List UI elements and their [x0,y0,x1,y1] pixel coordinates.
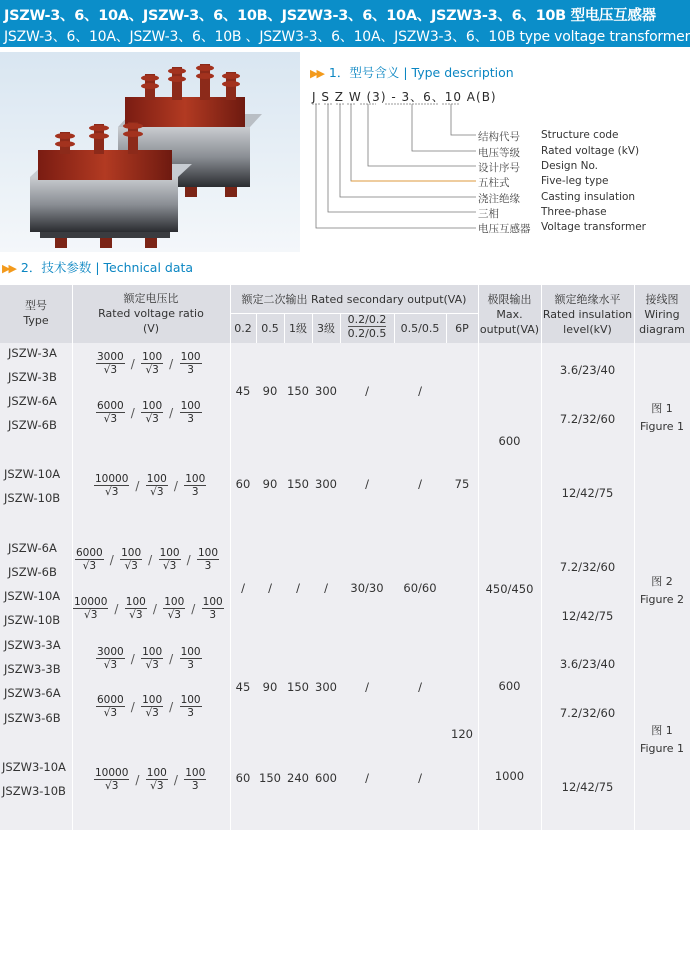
output-cell: / [418,771,422,785]
header-col-1: 1级 [289,322,307,335]
output-cell: / [365,477,369,491]
output-cell: 90 [262,680,278,694]
insulation-cell: 7.2/32/60 [559,412,616,426]
desc-en-3: Five-leg type [541,175,609,187]
title-en: JSZW-3、6、10A、JSZW-3、6、10B 、JSZW3-3、6、10A、JSZW3-3、6、10B type voltage transformer [4,29,690,45]
double-arrow-icon: ▶▶ [310,67,323,80]
output-cell: 150 [287,384,309,398]
header-secondary: 额定二次输出 Rated secondary output(VA) [241,293,467,306]
type-cell: JSZW3-6B [4,711,61,725]
output-cell: 60 [235,771,251,785]
output-cell: 150 [287,680,309,694]
desc-en-1: Rated voltage (kV) [541,145,640,157]
desc-cn-0: 结构代号 [478,131,520,143]
output-cell: 60/60 [403,581,437,595]
ratio-cell: $\frac{3000}{√3}$ / $\frac{100}{√3}$ / $\frac{100}{3}$ [97,351,201,376]
title-cn: JSZW-3、6、10A、JSZW-3、6、10B、JSZW3-3、6、10A、JSZW3-3、6、10B 型电压互感器 [4,8,656,24]
desc-cn-6: 电压互感器 [478,223,531,235]
insulation-cell: 3.6/23/40 [559,363,616,377]
output-cell: / [365,680,369,694]
header-col-0.2-0.2: 0.2/0.2 0.2/0.5 [347,313,387,340]
type-cell: JSZW-6B [8,565,57,579]
desc-en-4: Casting insulation [541,191,636,203]
header-insulation: 额定绝缘水平 Rated insulation level(kV) [542,293,633,336]
section2-title: ▶▶ 2．技术参数 | Technical data [2,260,194,275]
insulation-cell: 3.6/23/40 [559,657,616,671]
insulation-cell: 12/42/75 [561,780,614,794]
type-cell: JSZW-6A [8,394,57,408]
desc-cn-2: 设计序号 [478,162,520,174]
ratio-cell: $\frac{3000}{√3}$ / $\frac{100}{√3}$ / $\frac{100}{3}$ [97,646,201,671]
output-cell: 45 [235,384,251,398]
ratio-cell: $\frac{10000}{√3}$ / $\frac{100}{√3}$ / $\frac{100}{3}$ [95,473,206,498]
wiring-figure-1: 图 1 Figure 1 [639,724,685,755]
desc-en-0: Structure code [541,129,619,141]
header-col-3: 3级 [317,322,335,335]
output-cell: 300 [315,384,337,398]
output-cell: 75 [454,477,470,491]
output-cell: / [241,581,245,595]
max-output-cell: 600 [498,679,521,693]
output-cell: 90 [262,477,278,491]
header-col-6p: 6P [455,322,469,335]
max-output-cell: 450/450 [485,582,534,596]
output-cell: / [418,680,422,694]
desc-en-5: Three-phase [541,206,607,218]
type-cell: JSZW3-10B [2,784,66,798]
output-cell: / [296,581,300,595]
output-cell: / [365,771,369,785]
ratio-cell: $\frac{6000}{√3}$ / $\frac{100}{√3}$ / $\frac{100}{3}$ [97,400,201,425]
desc-en-2: Design No. [541,160,599,172]
ratio-cell: $\frac{10000}{√3}$ / $\frac{100}{√3}$ / $\frac{100}{√3}$ / $\frac{100}{3}$ [74,596,223,621]
type-cell: JSZW-10B [4,613,61,627]
output-cell: 150 [287,477,309,491]
type-cell: JSZW3-3B [4,662,61,676]
section1-title: ▶▶ 1．型号含义 | Type description [310,65,514,80]
output-cell: 300 [315,477,337,491]
type-cell: JSZW-6A [8,541,57,555]
double-arrow-icon: ▶▶ [2,262,15,275]
ratio-cell: $\frac{10000}{√3}$ / $\frac{100}{√3}$ / $\frac{100}{3}$ [95,767,206,792]
header-col-0.5-0.5: 0.5/0.5 [400,322,440,335]
output-cell: 60 [235,477,251,491]
output-cell: 600 [315,771,337,785]
output-cell: / [418,477,422,491]
output-cell: 300 [315,680,337,694]
insulation-cell: 7.2/32/60 [559,560,616,574]
type-code-diagram [0,0,690,240]
output-cell: 90 [262,384,278,398]
output-cell: / [418,384,422,398]
output-cell: 120 [451,727,473,741]
ratio-cell: $\frac{6000}{√3}$ / $\frac{100}{√3}$ / $\frac{100}{√3}$ / $\frac{100}{3}$ [76,547,219,572]
desc-cn-5: 三相 [478,208,499,220]
header-col-0.2: 0.2 [234,322,252,335]
header-ratio: 额定电压比 Rated voltage ratio (V) [98,292,204,335]
header-max-output: 极限输出 Max. output(VA) [479,293,540,336]
desc-cn-1: 电压等级 [478,147,520,159]
header-type: 型号 Type [23,299,49,327]
type-cell: JSZW-10A [4,589,61,603]
desc-cn-4: 浇注绝缘 [478,193,520,205]
type-cell: JSZW-10A [4,467,61,481]
type-cell: JSZW3-3A [4,638,61,652]
insulation-cell: 12/42/75 [561,609,614,623]
output-cell: 150 [259,771,281,785]
desc-cn-3: 五柱式 [478,177,510,189]
output-cell: 240 [287,771,309,785]
wiring-figure-1: 图 1 Figure 1 [639,402,685,433]
max-output-cell: 600 [498,434,521,448]
type-cell: JSZW-6B [8,418,57,432]
type-cell: JSZW-3A [8,346,57,360]
type-cell: JSZW-10B [4,491,61,505]
output-cell: / [365,384,369,398]
wiring-figure-2: 图 2 Figure 2 [639,575,685,606]
header-wiring: 接线图 Wiring diagram [639,293,685,336]
max-output-cell: 1000 [494,769,525,783]
output-cell: / [268,581,272,595]
type-cell: JSZW3-6A [4,686,61,700]
ratio-cell: $\frac{6000}{√3}$ / $\frac{100}{√3}$ / $\frac{100}{3}$ [97,694,201,719]
insulation-cell: 12/42/75 [561,486,614,500]
output-cell: / [324,581,328,595]
desc-en-6: Voltage transformer [541,221,646,233]
output-cell: 45 [235,680,251,694]
type-cell: JSZW3-10A [2,760,66,774]
type-cell: JSZW-3B [8,370,57,384]
output-cell: 30/30 [350,581,384,595]
type-code: J S Z W (3) - 3、6、10 A(B) [312,90,497,104]
header-col-0.5: 0.5 [261,322,279,335]
insulation-cell: 7.2/32/60 [559,706,616,720]
